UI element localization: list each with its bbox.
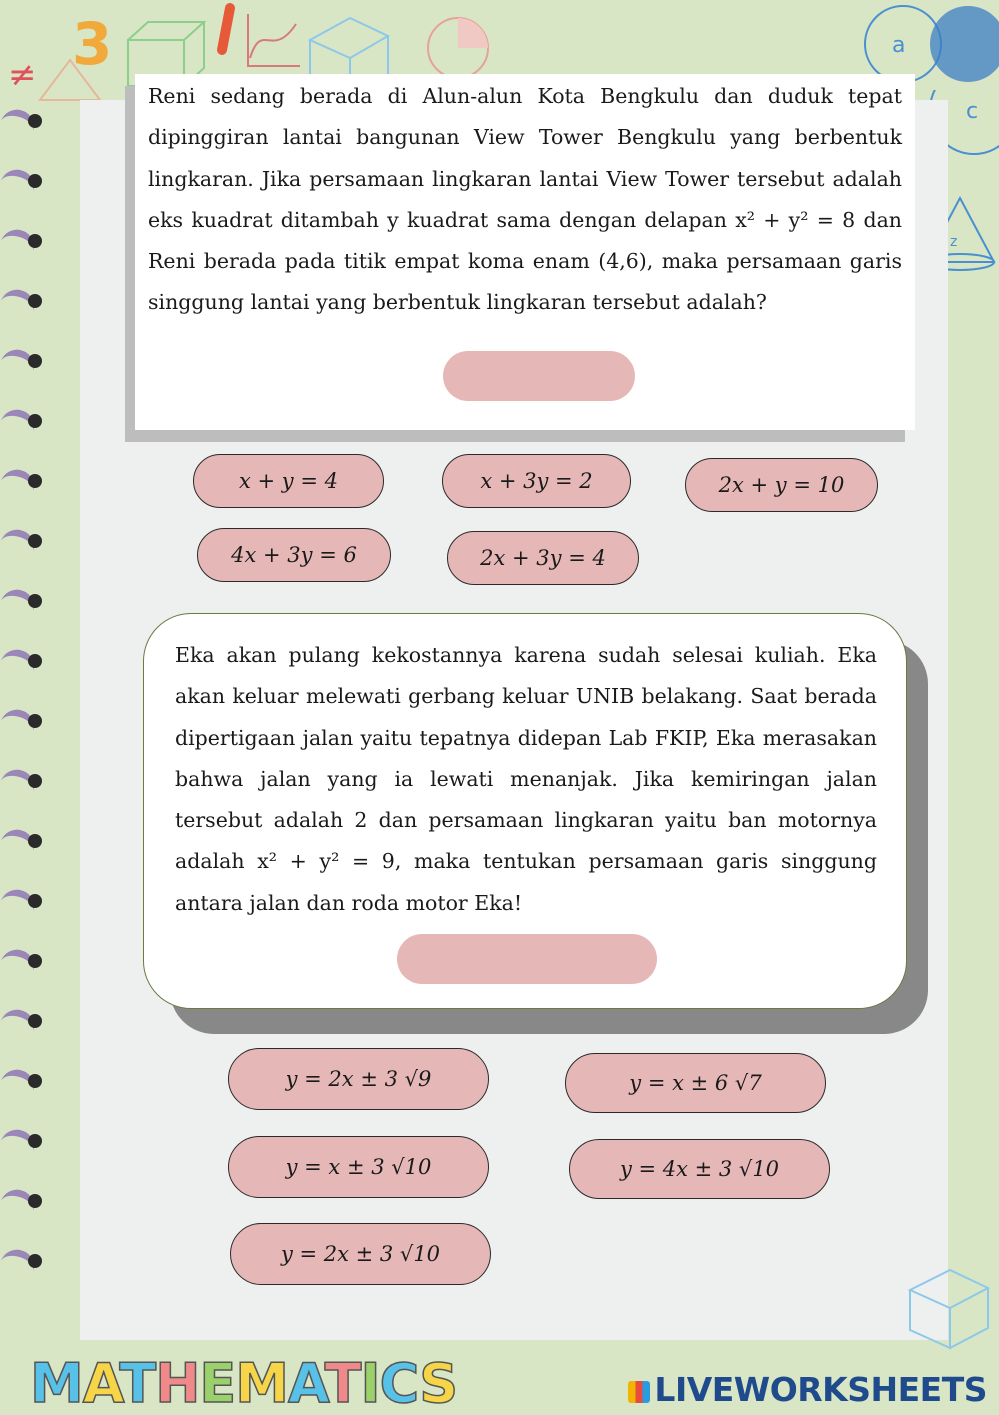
spiral-ring xyxy=(2,890,46,912)
answer-chip[interactable]: 2x + 3y = 4 xyxy=(447,531,639,585)
logo-letter: H xyxy=(155,1352,200,1415)
logo-letter: E xyxy=(199,1352,236,1415)
spiral-ring xyxy=(2,470,46,492)
logo-letter: T xyxy=(324,1352,361,1415)
mathematics-logo xyxy=(30,1352,457,1415)
logo-letter: C xyxy=(379,1352,420,1415)
spiral-ring xyxy=(2,350,46,372)
spiral-ring xyxy=(2,1250,46,1272)
liveworksheets-icon xyxy=(628,1381,650,1403)
spiral-ring xyxy=(2,1130,46,1152)
logo-letter: I xyxy=(360,1352,380,1415)
logo-letter: M xyxy=(30,1352,83,1415)
liveworksheets-label: LIVEWORKSHEETS xyxy=(654,1370,987,1409)
svg-text:z: z xyxy=(950,234,958,250)
answer-chip[interactable]: y = x ± 6 √7 xyxy=(565,1053,826,1113)
answer-chip[interactable]: y = 4x ± 3 √10 xyxy=(569,1139,830,1199)
spiral-ring xyxy=(2,950,46,972)
logo-letter: A xyxy=(288,1352,325,1415)
logo-letter: A xyxy=(82,1352,120,1415)
spiral-ring xyxy=(2,290,46,312)
spiral-ring xyxy=(2,530,46,552)
answer-chip[interactable]: x + 3y = 2 xyxy=(442,454,631,508)
cube-decoration-icon xyxy=(900,1250,999,1350)
logo-letter: T xyxy=(119,1352,156,1415)
answer-drop-zone-1[interactable] xyxy=(443,351,635,401)
spiral-ring xyxy=(2,410,46,432)
spiral-ring xyxy=(2,650,46,672)
answer-chip[interactable]: x + y = 4 xyxy=(193,454,384,508)
logo-letter: S xyxy=(419,1352,458,1415)
svg-text:3: 3 xyxy=(72,10,113,78)
question-card-2 xyxy=(143,613,907,1009)
answer-chip[interactable]: y = x ± 3 √10 xyxy=(228,1136,489,1198)
question-1-text: Reni sedang berada di Alun-alun Kota Bengkulu dan duduk tepat dipinggiran lantai bangunan View Tower Bengkulu yang berbentuk lingkaran. Jika persamaan lingkaran lantai View Tower tersebut adalah eks kuadrat ditambah y kuadrat sama dengan delapan x² + y² = 8 dan Reni berada pada titik empat koma enam (4,6), maka persamaan garis singgung lantai yang berbentuk lingkaran tersebut adalah? xyxy=(148,84,902,315)
answer-chip[interactable]: 4x + 3y = 6 xyxy=(197,528,391,582)
spiral-ring xyxy=(2,1070,46,1092)
svg-text:c: c xyxy=(966,99,979,124)
spiral-ring xyxy=(2,710,46,732)
spiral-ring xyxy=(2,170,46,192)
logo-letter: M xyxy=(235,1352,289,1415)
answer-chip[interactable]: y = 2x ± 3 √10 xyxy=(230,1223,491,1285)
answer-drop-zone-2[interactable] xyxy=(397,934,657,984)
question-card-1 xyxy=(135,74,915,430)
answer-chip[interactable]: 2x + y = 10 xyxy=(685,458,878,512)
spiral-ring xyxy=(2,1190,46,1212)
answer-chip[interactable]: y = 2x ± 3 √9 xyxy=(228,1048,489,1110)
spiral-ring xyxy=(2,590,46,612)
svg-text:≠: ≠ xyxy=(8,55,37,95)
liveworksheets-logo[interactable] xyxy=(628,1370,987,1409)
svg-text:a: a xyxy=(892,33,906,58)
spiral-ring xyxy=(2,830,46,852)
spiral-ring xyxy=(2,770,46,792)
question-2-text: Eka akan pulang kekostannya karena sudah selesai kuliah. Eka akan keluar melewati gerbang keluar UNIB belakang. Saat berada dipertigaan jalan yaitu tepatnya didepan Lab FKIP, Eka merasakan bahwa jalan yang ia lewati menanjak. Jika kemiringan jalan tersebut adalah 2 dan persamaan lingkaran yaitu ban motornya adalah x² + y² = 9, maka tentukan persamaan garis singgung antara jalan dan roda motor Eka! xyxy=(175,643,877,915)
spiral-ring xyxy=(2,230,46,252)
spiral-binding xyxy=(0,110,60,1310)
spiral-ring xyxy=(2,1010,46,1032)
spiral-ring xyxy=(2,110,46,132)
